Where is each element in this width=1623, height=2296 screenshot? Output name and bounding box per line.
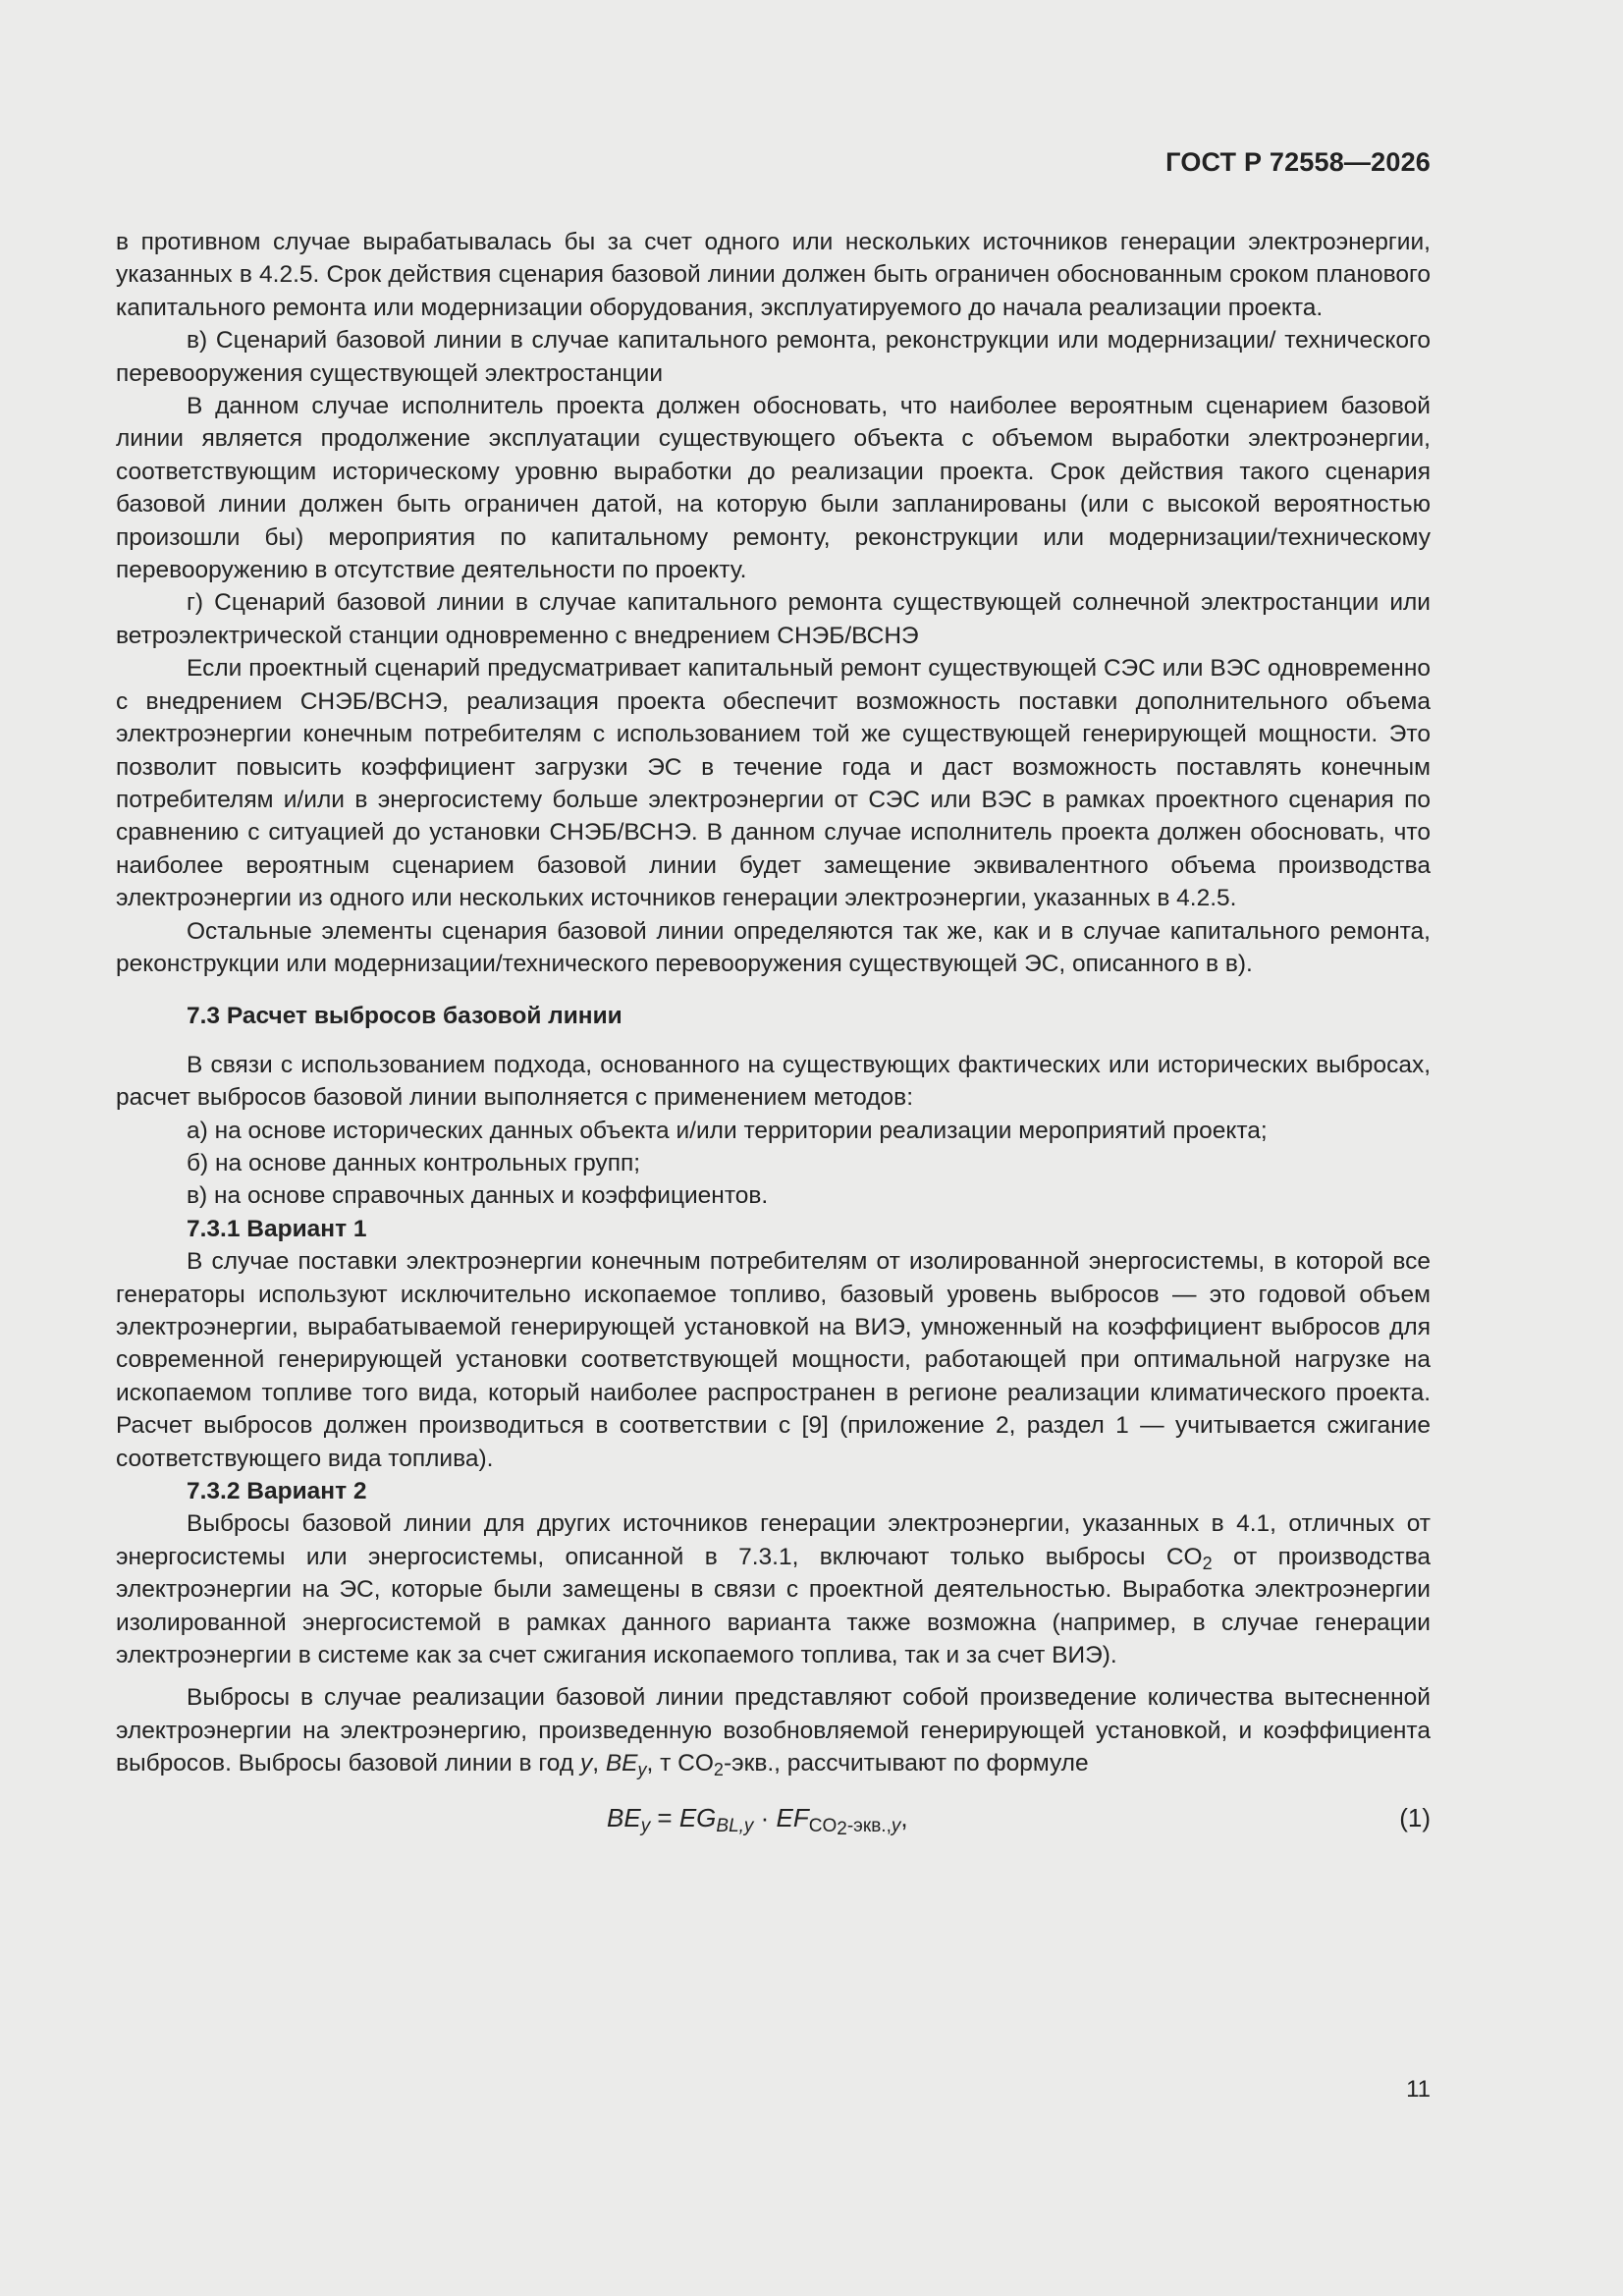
paragraph: В данном случае исполнитель проекта должен обосновать, что наиболее вероятным сценарием базовой линии является продолжение эксплуатации существующего объекта с объемом выработки электроэнергии, соответствующим историческому уровню выработки до реализации проекта. Срок действия такого сценария базовой линии должен быть ограничен датой, на которую были запланированы (или с высокой вероятностью произошли бы) мероприятия по капитальному ремонту, реконструкции или модернизации/техническому перевооружению в отсутствие деятельности по проекту. (116, 393, 1431, 584)
text: , (592, 1750, 606, 1777)
text: -экв., (846, 1815, 892, 1836)
variable: BE (607, 1802, 641, 1832)
paragraph: В случае поставки электроэнергии конечным потребителям от изолированной энергосистемы, в которой все генераторы используют исключительно ископаемое топливо, базовый уровень выбросов — это годовой объем электроэнергии, вырабатываемой генерирующей установкой на ВИЭ, умноженный на коэффициент выбросов для современной генерирующей установки соответствующей мощности, работающей при оптимальной нагрузке на ископаемом топливе того вида, который наиболее распространен в регионе реализации климатического проекта. Расчет выбросов должен производиться в соответствии с [9] (приложение 2, раздел 1 — учитывается сжигание соответствующего вида топлива). (116, 1248, 1431, 1472)
list-item: б) на основе данных контрольных групп; (187, 1149, 641, 1176)
paragraph: В связи с использованием подхода, основанного на существующих фактических или исторических выбросах, расчет выбросов базовой линии выполняется с применением методов: (116, 1051, 1431, 1112)
paragraph: Если проектный сценарий предусматривает капитальный ремонт существующей СЭС или ВЭС одновременно с внедрением СНЭБ/ВСНЭ, реализация проекта обеспечит возможность поставки дополнительного объема электроэнергии конечным потребителям с использованием той же существующей генерирующей мощности. Это позволит повысить коэффициент загрузки ЭС в течение года и даст возможность поставлять конечным потребителям и/или в энергосистему больше электроэнергии от СЭС или ВЭС в рамках проектного сценария по сравнению с ситуацией до установки СНЭБ/ВСНЭ. В данном случае исполнитель проекта должен обосновать, что наиболее вероятным сценарием базовой линии будет замещение эквивалентного объема производства электроэнергии из одного или нескольких источников генерации электроэнергии, указанных в 4.2.5. (116, 655, 1431, 912)
subscript: y (640, 1815, 651, 1836)
list-item: г) Сценарий базовой линии в случае капитального ремонта существующей солнечной электростанции или ветроэлектрической станции одновременно с внедрением СНЭБ/ВСНЭ (116, 589, 1431, 649)
text: от производства электроэнергии на ЭС, которые были замещены в связи с проектной деятельностью. Выработка электроэнергии изолированной энергосистемой в рамках данного варианта также возможна (например, в случае генерации электроэнергии в системе как за счет сжигания ископаемого топлива, так и за счет ВИЭ). (116, 1543, 1431, 1669)
paragraph (116, 1681, 1431, 1779)
subscript: 2 (1202, 1553, 1213, 1573)
page-number: 11 (1406, 2076, 1431, 2103)
formula-number: (1) (1399, 1802, 1431, 1832)
subscript: 2 (837, 1818, 847, 1839)
document-body (116, 226, 1431, 1845)
variable: y (579, 1750, 593, 1777)
formula (116, 1802, 1431, 1845)
variable: BE (605, 1750, 638, 1777)
variable: y (637, 1760, 647, 1780)
document-id: ГОСТ Р 72558—2026 (1165, 147, 1431, 177)
text: Выбросы в случае реализации базовой линии представляют собой произведение количества вытесненной электроэнергии на электроэнергию, произведенную возобновляемой генерирующей установкой, и коэффициента выбросов. Выбросы базовой линии в год (116, 1684, 1431, 1777)
operator: = (650, 1802, 679, 1832)
section-heading: 7.3 Расчет выбросов базовой линии (187, 1003, 622, 1030)
paragraph: в противном случае вырабатывалась бы за счет одного или нескольких источников генерации электроэнергии, указанных в 4.2.5. Срок действия сценария базовой линии должен быть ограничен обоснованным сроком планового капитального ремонта или модернизации оборудования, эксплуатируемого до начала реализации проекта. (116, 229, 1431, 321)
variable: y (891, 1815, 901, 1836)
subscript: 2 (713, 1760, 724, 1780)
text: -экв., рассчитывают по формуле (723, 1750, 1089, 1777)
operator: · (753, 1802, 777, 1832)
list-item: в) Сценарий базовой линии в случае капитального ремонта, реконструкции или модернизации/ технического перевооружения существующей электростанции (116, 327, 1431, 387)
variable: EG (678, 1802, 717, 1832)
subsection-heading: 7.3.1 Вариант 1 (187, 1215, 367, 1242)
subscript (638, 1760, 647, 1779)
text: , (900, 1802, 908, 1832)
list-item: а) на основе исторических данных объекта и/или территории реализации мероприятий проекта; (187, 1117, 1268, 1144)
paragraph: Остальные элементы сценария базовой линии определяются так же, как и в случае капитального ремонта, реконструкции или модернизации/технического перевооружения существующей ЭС, описанного в в). (116, 917, 1431, 977)
list-item: в) на основе справочных данных и коэффициентов. (187, 1182, 769, 1210)
subscript: BL,y (716, 1815, 754, 1836)
text: Выбросы базовой линии для других источников генерации электроэнергии, указанных в 4.1, отличных от энергосистемы или энергосистемы, описанной в 7.3.1, включают только выбросы CO (116, 1510, 1431, 1570)
text: CO (808, 1815, 838, 1836)
text: , т CO (646, 1750, 714, 1777)
formula-expression (607, 1802, 908, 1839)
variable: EF (776, 1802, 809, 1832)
subscript (808, 1815, 901, 1839)
subsection-heading: 7.3.2 Вариант 2 (187, 1478, 367, 1505)
paragraph (116, 1507, 1431, 1671)
